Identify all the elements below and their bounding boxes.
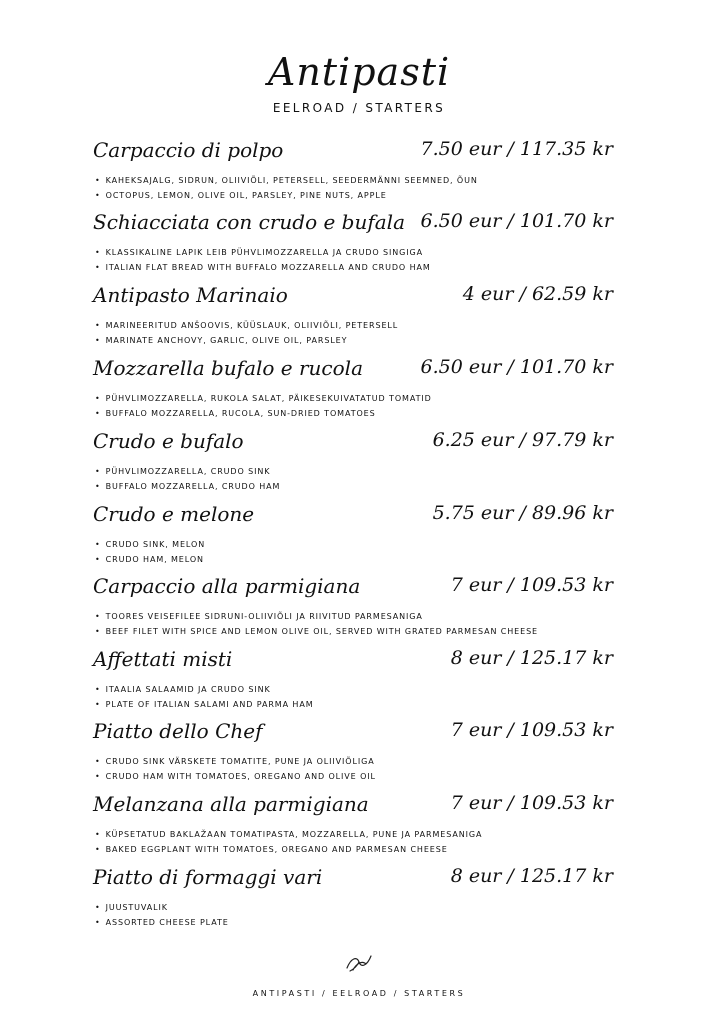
desc-text: BAKED EGGPLANT WITH TOMATOES, OREGANO AND PARMESAN CHEESE (105, 845, 448, 854)
bullet: • (95, 700, 101, 709)
item-desc-et (95, 394, 432, 403)
item-name: Crudo e melone (93, 502, 255, 526)
item-name: Piatto di formaggi vari (93, 865, 323, 889)
item-desc-et (95, 176, 478, 185)
item-desc-en (95, 772, 376, 781)
item-desc-et (95, 757, 375, 766)
desc-text: ITAALIA SALAAMID JA CRUDO SINK (105, 685, 271, 694)
bullet: • (95, 903, 101, 912)
desc-text: CRUDO HAM, MELON (105, 555, 204, 564)
item-desc-en (95, 918, 229, 927)
item-desc-en (95, 845, 448, 854)
item-desc-en (95, 409, 376, 418)
item-name: Schiacciata con crudo e bufala (93, 210, 405, 234)
item-desc-et (95, 685, 271, 694)
item-price: 7 eur / 109.53 kr (450, 574, 613, 596)
bullet: • (95, 321, 101, 330)
desc-text: BUFFALO MOZZARELLA, CRUDO HAM (105, 482, 281, 491)
bullet: • (95, 685, 101, 694)
item-desc-et (95, 903, 168, 912)
item-desc-en (95, 336, 347, 345)
desc-text: KAHEKSAJALG, SIDRUN, OLIIVIÕLI, PETERSELL, SEEDERMÄNNI SEEMNED, ÕUN (105, 176, 478, 185)
page-subtitle: EELROAD / STARTERS (272, 101, 446, 115)
desc-text: OCTOPUS, LEMON, OLIVE OIL, PARSLEY, PINE NUTS, APPLE (105, 191, 387, 200)
page-title: Antipasti (267, 50, 451, 94)
item-desc-en (95, 700, 314, 709)
item-price: 5.75 eur / 89.96 kr (432, 502, 613, 524)
item-price: 4 eur / 62.59 kr (462, 283, 613, 305)
desc-text: ITALIAN FLAT BREAD WITH BUFFALO MOZZARELLA AND CRUDO HAM (105, 263, 431, 272)
desc-text: MARINEERITUD ANŠOOVIS, KÜÜSLAUK, OLIIVIÕLI, PETERSELL (105, 321, 399, 330)
item-desc-et (95, 467, 270, 476)
bullet: • (95, 409, 101, 418)
bullet: • (95, 263, 101, 272)
item-name: Affettati misti (93, 647, 233, 671)
item-name: Crudo e bufalo (93, 429, 244, 453)
desc-text: ASSORTED CHEESE PLATE (105, 918, 229, 927)
desc-text: CRUDO SINK, MELON (105, 540, 206, 549)
item-price: 6.25 eur / 97.79 kr (432, 429, 613, 451)
item-desc-et (95, 612, 423, 621)
bullet: • (95, 612, 101, 621)
item-price: 8 eur / 125.17 kr (450, 865, 613, 887)
item-price: 6.50 eur / 101.70 kr (420, 356, 613, 378)
bullet: • (95, 540, 101, 549)
item-desc-en (95, 555, 204, 564)
bullet: • (95, 394, 101, 403)
bullet: • (95, 191, 101, 200)
item-name: Carpaccio alla parmigiana (93, 574, 361, 598)
item-desc-et (95, 540, 205, 549)
item-desc-en (95, 627, 538, 636)
desc-text: CRUDO HAM WITH TOMATOES, OREGANO AND OLIVE OIL (105, 772, 376, 781)
item-name: Melanzana alla parmigiana (93, 792, 369, 816)
bullet: • (95, 757, 101, 766)
flourish-icon (344, 952, 374, 974)
bullet: • (95, 248, 101, 257)
item-desc-et (95, 321, 398, 330)
item-desc-et (95, 248, 423, 257)
desc-text: MARINATE ANCHOVY, GARLIC, OLIVE OIL, PARSLEY (105, 336, 348, 345)
item-name: Mozzarella bufalo e rucola (93, 356, 363, 380)
item-price: 7.50 eur / 117.35 kr (420, 138, 613, 160)
item-name: Antipasto Marinaio (93, 283, 288, 307)
item-price: 8 eur / 125.17 kr (450, 647, 613, 669)
bullet: • (95, 918, 101, 927)
desc-text: PLATE OF ITALIAN SALAMI AND PARMA HAM (105, 700, 314, 709)
bullet: • (95, 830, 101, 839)
desc-text: KÜPSETATUD BAKLAŽAAN TOMATIPASTA, MOZZARELLA, PUNE JA PARMESANIGA (105, 830, 483, 839)
bullet: • (95, 176, 101, 185)
desc-text: BEEF FILET WITH SPICE AND LEMON OLIVE OIL, SERVED WITH GRATED PARMESAN CHEESE (105, 627, 539, 636)
desc-text: PÜHVLIMOZZARELLA, CRUDO SINK (105, 467, 271, 476)
desc-text: PÜHVLIMOZZARELLA, RUKOLA SALAT, PÄIKESEKUIVATATUD TOMATID (105, 394, 432, 403)
desc-text: JUUSTUVALIK (105, 903, 168, 912)
desc-text: KLASSIKALINE LAPIK LEIB PÜHVLIMOZZARELLA JA CRUDO SINGIGA (105, 248, 423, 257)
desc-text: BUFFALO MOZZARELLA, RUCOLA, SUN-DRIED TOMATOES (105, 409, 376, 418)
bullet: • (95, 467, 101, 476)
page-footer: ANTIPASTI / EELROAD / STARTERS (252, 989, 466, 998)
item-name: Piatto dello Chef (93, 719, 263, 743)
item-price: 7 eur / 109.53 kr (450, 792, 613, 814)
desc-text: CRUDO SINK VÄRSKETE TOMATITE, PUNE JA OLIIVIÕLIGA (105, 757, 375, 766)
bullet: • (95, 772, 101, 781)
item-desc-en (95, 482, 280, 491)
bullet: • (95, 845, 101, 854)
item-desc-et (95, 830, 482, 839)
desc-text: TOORES VEISEFILEE SIDRUNI-OLIIVIÕLI JA RIIVITUD PARMESANIGA (105, 612, 423, 621)
bullet: • (95, 555, 101, 564)
item-name: Carpaccio di polpo (93, 138, 284, 162)
item-desc-en (95, 191, 387, 200)
item-price: 7 eur / 109.53 kr (450, 719, 613, 741)
bullet: • (95, 482, 101, 491)
bullet: • (95, 627, 101, 636)
bullet: • (95, 336, 101, 345)
item-desc-en (95, 263, 431, 272)
item-price: 6.50 eur / 101.70 kr (420, 210, 613, 232)
